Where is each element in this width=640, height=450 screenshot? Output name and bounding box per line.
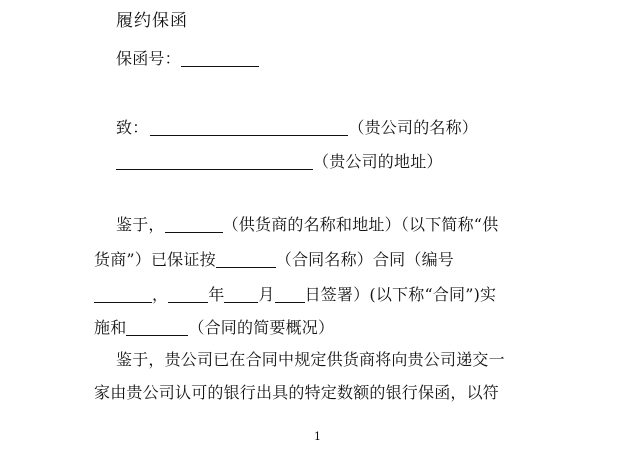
paragraph-1-text: ， <box>152 285 169 304</box>
paragraph-1-text: （合同的简要概况） <box>188 318 335 337</box>
day-blank <box>275 286 305 303</box>
supplier-name-blank <box>165 216 223 233</box>
paragraph-1-line-2 <box>94 250 454 270</box>
year-blank <box>168 286 208 303</box>
year-label: 年 <box>208 285 225 304</box>
paragraph-1-text: 鉴于， <box>116 215 165 234</box>
contract-number-blank <box>94 286 152 303</box>
contract-name-blank <box>216 251 276 268</box>
month-label: 月 <box>258 285 275 304</box>
page-number: 1 <box>314 430 321 443</box>
contract-summary-blank <box>126 319 188 336</box>
paragraph-1-text: 货商”）已保证按 <box>94 250 216 269</box>
paragraph-2-line-2: 家由贵公司认可的银行出具的特定数额的银行保函，以符 <box>94 383 500 402</box>
paragraph-1-text: 施和 <box>94 318 127 337</box>
month-blank <box>224 286 258 303</box>
paragraph-2-line-1: 鉴于，贵公司已在合同中规定供货商将向贵公司递交一 <box>116 350 505 369</box>
company-address-blank <box>116 153 313 170</box>
guarantee-number-label: 保函号： <box>116 49 181 68</box>
company-address-note: （贵公司的地址） <box>313 152 443 171</box>
company-name-blank <box>150 119 348 136</box>
paragraph-1-text: （合同名称）合同（编号 <box>275 250 454 269</box>
to-label: 致： <box>116 118 149 137</box>
company-name-note: （贵公司的名称） <box>348 118 479 137</box>
document-title: 履约保函 <box>116 11 188 31</box>
paragraph-1-line-1 <box>116 215 498 235</box>
guarantee-number-line <box>116 49 259 69</box>
paragraph-1-text: 日签署）(以下称“合同”)实 <box>304 285 497 304</box>
paragraph-1-line-3 <box>94 285 496 305</box>
guarantee-number-blank <box>181 50 259 67</box>
recipient-name-line <box>116 118 478 138</box>
recipient-address-line <box>116 152 443 172</box>
paragraph-1-line-4 <box>94 318 334 338</box>
paragraph-1-text: （供货商的名称和地址）（以下简称“供 <box>222 215 499 234</box>
